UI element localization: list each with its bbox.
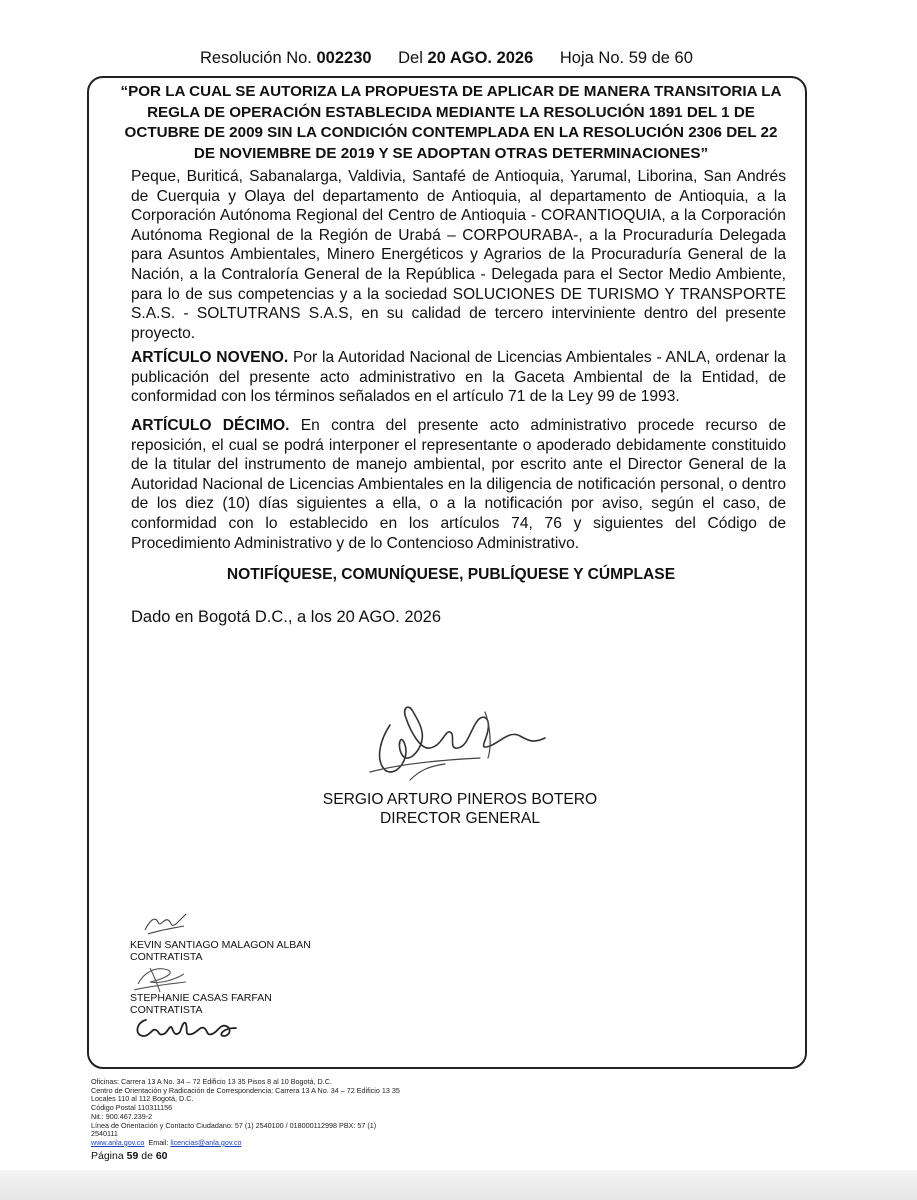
date-value: 20 AGO. 2026	[427, 49, 534, 67]
footer-line: Oficinas: Carrera 13 A No. 34 – 72 Edificio 13 35 Pisos 8 al 10 Bogotá, D.C.	[91, 1077, 332, 1086]
article-ninth-heading: ARTÍCULO NOVENO.	[131, 349, 289, 366]
article-tenth-text: En contra del presente acto administrativo procede recurso de reposición, el cual se podrá interponer el representante o apoderado debidamente constituido de la titular del instrumento de manejo ambiental, por escrito ante el Director General de la Autoridad Nacional de Licencias Ambientales en la diligencia de notificación personal, o dentro de los diez (10) días siguientes a ella, o a la notificación por aviso, según el caso, de conformidad con lo establecido en los artículos 74, 76 y siguientes del Código de Procedimiento Administrativo y de lo Contencioso Administrativo.	[131, 417, 786, 552]
footer-line: Código Postal 110311156	[91, 1103, 173, 1113]
article-ninth	[131, 348, 786, 407]
sheet-number	[560, 49, 693, 68]
email-link[interactable]: licencias@anla.gov.co	[170, 1137, 242, 1147]
footer-contact	[91, 1078, 451, 1148]
page-bottom-edge	[0, 1170, 917, 1200]
footer-line: Locales 110 al 112 Bogotá, D.C.	[91, 1094, 194, 1104]
closing-formula: NOTIFÍQUESE, COMUNÍQUESE, PUBLÍQUESE Y CÚMPLASE	[226, 566, 676, 583]
resolution-number-value: 002230	[316, 49, 372, 67]
article-ninth-text: Por la Autoridad Nacional de Licencias Ambientales - ANLA, ordenar la publicación del presente acto administrativo en la Gaceta Ambiental de la Entidad, de conformidad con los términos señalados en el artículo 71 de la Ley 99 de 1993.	[131, 349, 786, 406]
reviewer-role-1: CONTRATISTA	[130, 951, 203, 963]
footer-line: Nit.: 900.467.239-2	[91, 1111, 153, 1121]
document-title: “POR LA CUAL SE AUTORIZA LA PROPUESTA DE APLICAR DE MANERA TRANSITORIA LA REGLA DE OPERACIÓN ESTABLECIDA MEDIANTE LA RESOLUCIÓN 1891 DEL 1 DE OCTUBRE DE 2009 SIN LA CONDICIÓN CONTEMPLADA EN LA RESOLUCIÓN 2306 DEL 22 DE NOVIEMBRE DE 2019 Y SE ADOPTAN OTRAS DETERMINACIONES”	[120, 83, 782, 162]
issued-place-date: Dado en Bogotá D.C., a los 20 AGO. 2026	[131, 608, 442, 626]
page-current: 59	[126, 1150, 139, 1162]
page-number	[91, 1150, 168, 1162]
page-total: 60	[155, 1150, 168, 1162]
page-sep: de	[141, 1150, 153, 1162]
resolution-date	[398, 49, 533, 68]
sheet-value: 59 de 60	[628, 49, 693, 67]
page-label: Página	[91, 1150, 124, 1162]
director-signature	[350, 690, 560, 790]
email-label: Email:	[148, 1137, 169, 1147]
resolution-number	[200, 49, 372, 68]
footer-links	[91, 1139, 451, 1148]
sheet-label: Hoja No.	[559, 49, 625, 67]
reviewer-role-2: CONTRATISTA	[130, 1004, 203, 1016]
article-tenth	[131, 416, 786, 553]
footer-line: 2540111	[91, 1129, 118, 1139]
article-tenth-heading: ARTÍCULO DÉCIMO.	[131, 417, 290, 434]
reviewer-name-1: KEVIN SANTIAGO MALAGON ALBAN	[130, 939, 311, 951]
intro-paragraph: Peque, Buriticá, Sabanalarga, Valdivia, Santafé de Antioquia, Yarumal, Liborina, San Andrés de Cuerquia y Olaya del departamento de Antioquia, al departamento de Antioquia, a la Corporación Autónoma Regional del Centro de Antioquia - CORANTIOQUIA, a la Corporación Autónoma Regional de la Región de Urabá – CORPOURABA-, a la Procuraduría Delegada para Asuntos Ambientales, Minero Energéticos y Agrarios de la Procuraduría General de la Nación, a la Contraloría General de la República - Delegada para el Sector Medio Ambiente, para lo de sus competencias y a la sociedad SOLUCIONES DE TURISMO Y TRANSPORTE S.A.S. - SOLTUTRANS S.A.S, en su calidad de tercero interviniente dentro del presente proyecto.	[131, 168, 786, 342]
website-link[interactable]: www.anla.gov.co	[91, 1137, 145, 1147]
document-header	[200, 49, 760, 68]
approver-signature	[132, 1014, 242, 1042]
signer-name: SERGIO ARTURO PINEROS BOTERO	[322, 791, 598, 808]
footer-line: Centro de Orientación y Radicación de Correspondencia: Carrera 13 A No. 34 – 72 Edificio 13 35	[91, 1085, 400, 1095]
resolution-label: Resolución No.	[200, 49, 312, 67]
reviewer-signature-2	[130, 962, 190, 994]
signer-role: DIRECTOR GENERAL	[379, 810, 540, 827]
date-label: Del	[398, 49, 423, 67]
footer-line: Línea de Orientación y Contacto Ciudadano: 57 (1) 2540100 / 018000112998 PBX: 57 (1)	[91, 1120, 377, 1130]
reviewer-name-2: STEPHANIE CASAS FARFAN	[130, 992, 272, 1004]
reviewer-signature-1	[140, 910, 190, 938]
